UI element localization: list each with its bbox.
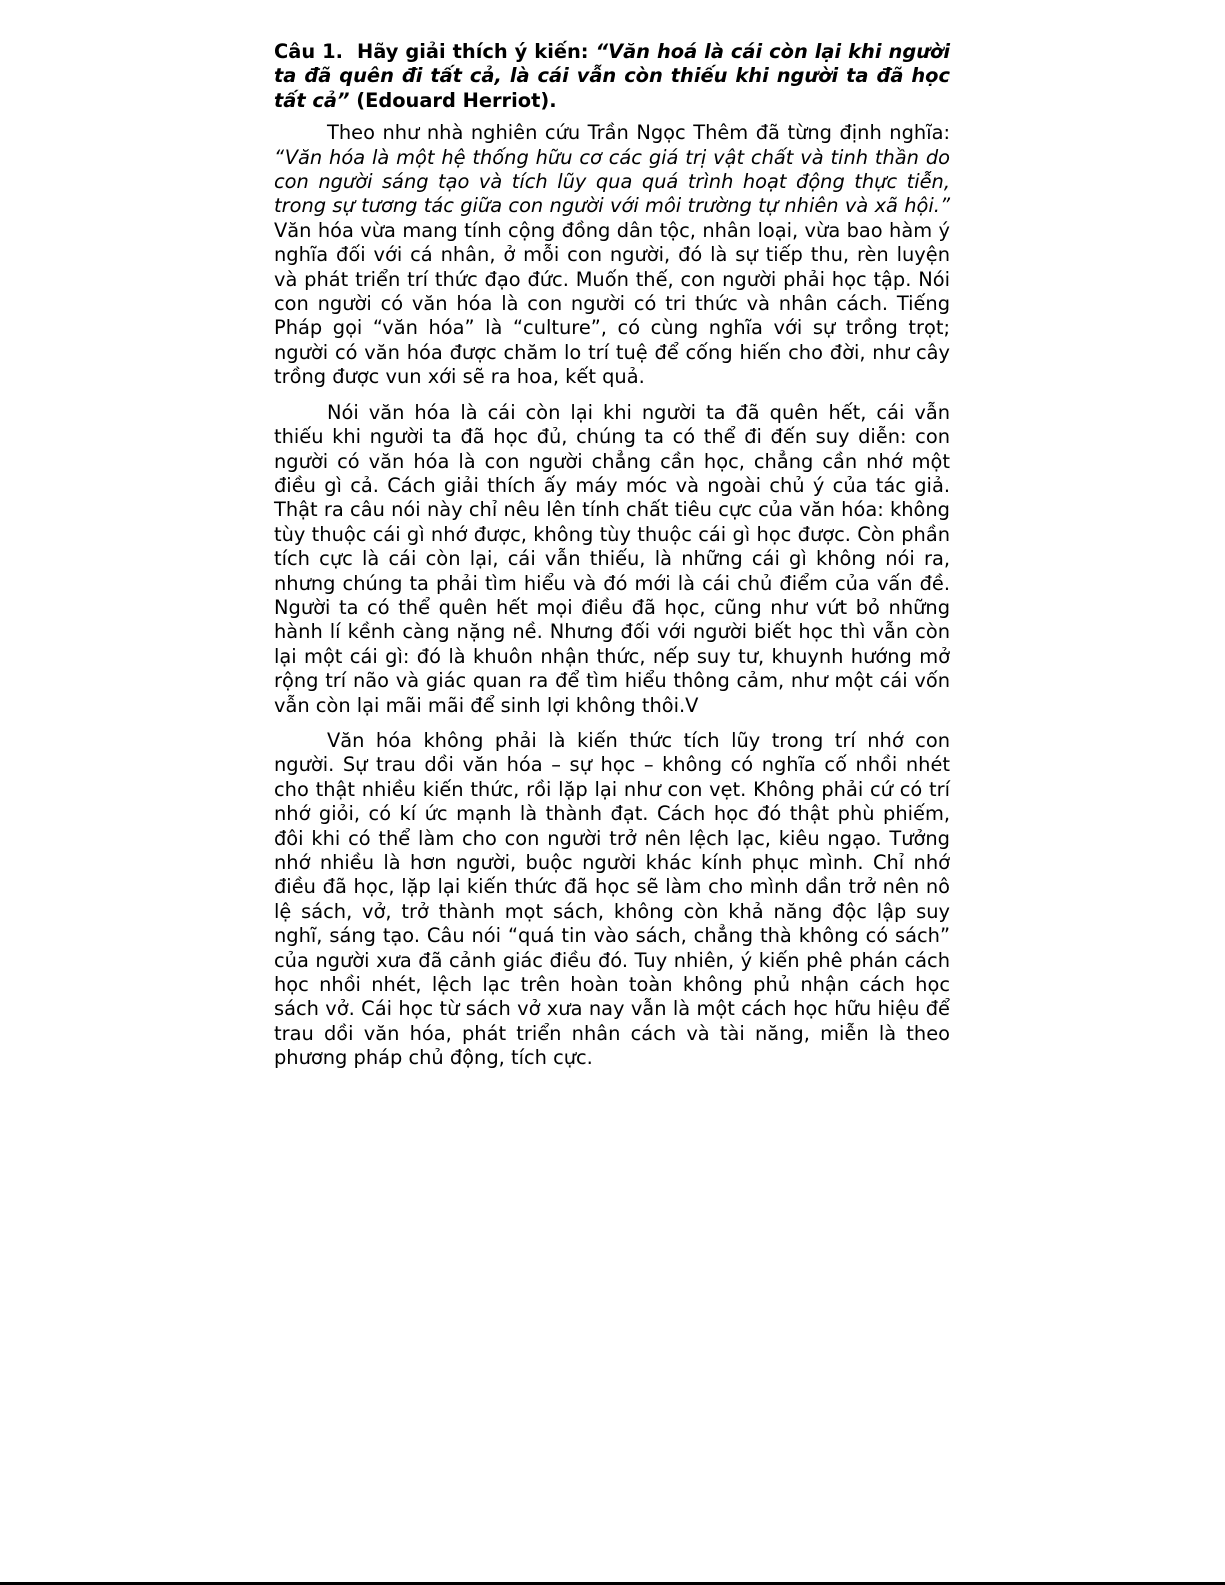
question-prompt: Hãy giải thích ý kiến: bbox=[357, 40, 589, 63]
question-attribution: (Edouard Herriot). bbox=[356, 88, 557, 112]
paragraph-1-intro: Theo như nhà nghiên cứu Trần Ngọc Thêm đã từng định nghĩa: bbox=[327, 121, 950, 145]
document-page bbox=[274, 40, 950, 1082]
paragraph-1-definition-quote: “Văn hóa là một hệ thống hữu cơ các giá trị vật chất và tinh thần do con người sáng tạo và tích lũy qua quá trình hoạt động thực tiễn, trong sự tương tác giữa con người với môi trường tự nhiên và xã hội.” bbox=[274, 145, 950, 218]
question-label: Câu 1. bbox=[274, 40, 343, 63]
question-heading bbox=[274, 40, 950, 113]
question-quote: “Văn hoá là cái còn lại khi người ta đã quên đi tất cả, là cái vẫn còn thiếu khi người ta đã học tất cả” bbox=[274, 40, 950, 112]
paragraph-interpretation: Nói văn hóa là cái còn lại khi người ta đã quên hết, cái vẫn thiếu khi người ta đã học đủ, chúng ta có thể đi đến suy diễn: con người có văn hóa là con người chẳng cần học, chẳng cần nhớ một điều gì cả. Cách giải thích ấy máy móc và ngoài chủ ý của tác giả. Thật ra câu nói này chỉ nêu lên tính chất tiêu cực của văn hóa: không tùy thuộc cái gì nhớ được, không tùy thuộc cái gì học được. Còn phần tích cực là cái còn lại, cái vẫn thiếu, là những cái gì không nói ra, nhưng chúng ta phải tìm hiểu và đó mới là cái chủ điểm của vấn đề. Người ta có thể quên hết mọi điều đã học, cũng như vứt bỏ những hành lí kềnh càng nặng nề. Nhưng đối với người biết học thì vẫn còn lại một cái gì: đó là khuôn nhận thức, nếp suy tư, khuynh hướng mở rộng trí não và giác quan ra để tìm hiểu thông cảm, như một cái vốn vẫn còn lại mãi mãi để sinh lợi không thôi.V bbox=[274, 400, 950, 717]
paragraph-critique: Văn hóa không phải là kiến thức tích lũy trong trí nhớ con người. Sự trau dồi văn hóa – sự học – không có nghĩa cố nhồi nhét cho thật nhiều kiến thức, rồi lặp lại như con vẹt. Không phải cứ có trí nhớ giỏi, có kí ức mạnh là thành đạt. Cách học đó thật phù phiếm, đôi khi có thể làm cho con người trở nên lệch lạc, kiêu ngạo. Tưởng nhớ nhiều là hơn người, buộc người khác kính phục mình. Chỉ nhớ điều đã học, lặp lại kiến thức đã học sẽ làm cho mình dần trở nên nô lệ sách, vở, trở thành mọt sách, không còn khả năng độc lập suy nghĩ, sáng tạo. Câu nói “quá tin vào sách, chẳng thà không có sách” của người xưa đã cảnh giác điều đó. Tuy nhiên, ý kiến phê phán cách học nhồi nhét, lệch lạc trên hoàn toàn không phủ nhận cách học sách vở. Cái học từ sách vở xưa nay vẫn là một cách học hữu hiệu để trau dồi văn hóa, phát triển nhân cách và tài năng, miễn là theo phương pháp chủ động, tích cực. bbox=[274, 728, 950, 1070]
paragraph-definition bbox=[274, 121, 950, 389]
paragraph-1-body: Văn hóa vừa mang tính cộng đồng dân tộc, nhân loại, vừa bao hàm ý nghĩa đối với cá nhân, ở mỗi con người, đó là sự tiếp thu, rèn luyện và phát triển trí thức đạo đức. Muốn thế, con người phải học tập. Nói con người có văn hóa là con người có tri thức và nhân cách. Tiếng Pháp gọi “văn hóa” là “culture”, có cùng nghĩa với sự trồng trọt; người có văn hóa được chăm lo trí tuệ để cống hiến cho đời, như cây trồng được vun xới sẽ ra hoa, kết quả. bbox=[274, 218, 950, 389]
